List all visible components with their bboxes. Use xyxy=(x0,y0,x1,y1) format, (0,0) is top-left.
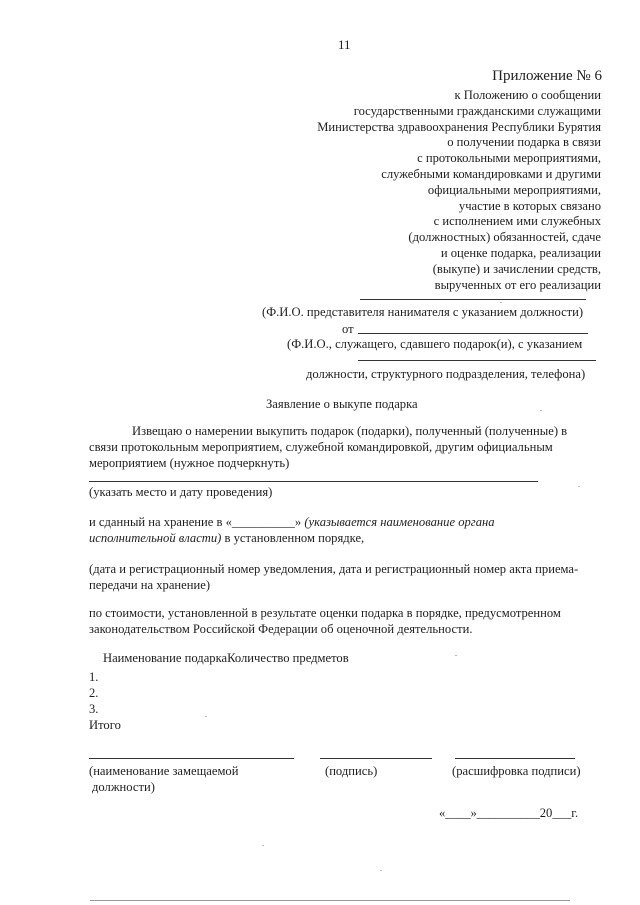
statement-para1-line3: мероприятием (нужное подчеркнуть) xyxy=(89,456,290,470)
gift-table-header xyxy=(103,651,349,666)
sign-label: (подпись) xyxy=(325,764,378,778)
storage-suffix: в установленном порядке, xyxy=(224,531,365,545)
decode-label: (расшифровка подписи) xyxy=(452,764,581,778)
gift-header-qty: Количество предметов xyxy=(227,651,349,665)
position-label-1: (наименование замещаемой xyxy=(89,764,239,778)
storage-close: » xyxy=(294,515,302,529)
storage-hint-1: (указывается наименование органа xyxy=(304,515,495,529)
page-number: 11 xyxy=(338,37,351,52)
appendix-line: и оценке подарка, реализации xyxy=(440,245,601,260)
appendix-line: к Положению о сообщении xyxy=(454,88,601,102)
appendix-line: с протокольными мероприятиями, xyxy=(417,151,601,166)
appendix-line: о получении подарка в связи xyxy=(447,135,601,150)
decode-sign-line xyxy=(455,758,575,759)
employer-rep-field-line xyxy=(360,299,586,300)
storage-hint-2: исполнительной власти) xyxy=(89,531,222,545)
employer-rep-label: (Ф.И.О. представителя нанимателя с указанием должности) xyxy=(262,305,584,319)
appendix-line: с исполнением ими служебных xyxy=(433,214,601,229)
storage-line-2 xyxy=(89,531,364,546)
appendix-line: вырученных от его реализации xyxy=(434,277,601,292)
signature-line xyxy=(320,758,432,759)
position-sign-line xyxy=(89,758,294,759)
employee-position-field-line xyxy=(358,360,596,361)
appendix-line: государственными гражданскими служащими xyxy=(353,103,601,118)
statement-title: Заявление о выкупе подарка xyxy=(266,397,418,411)
page-bottom-edge xyxy=(90,900,570,901)
registration-line2: передачи на хранение) xyxy=(89,578,211,592)
position-label-2: должности) xyxy=(92,780,155,794)
statement-para1-line2: связи протокольным мероприятием, служебной командировкой, другим официальным xyxy=(89,440,553,454)
gift-total: Итого xyxy=(89,718,121,732)
event-field-line xyxy=(89,481,538,482)
valuation-line2: законодательством Российской Федерации об оценочной деятельности. xyxy=(89,622,473,636)
valuation-line1: по стоимости, установленной в результате оценки подарка в порядке, предусмотренном xyxy=(89,606,561,620)
statement-para1-line1: Извещаю о намерении выкупить подарок (подарки), полученный (полученные) в xyxy=(132,424,568,438)
appendix-lines xyxy=(317,88,601,293)
gift-row: 2. xyxy=(89,686,99,700)
appendix-line: (выкупе) и зачислении средств, xyxy=(432,261,601,276)
employee-name-field-line xyxy=(358,333,588,334)
place-date-label: (указать место и дату проведения) xyxy=(89,485,273,499)
appendix-line: (должностных) обязанностей, сдаче xyxy=(408,230,601,245)
appendix-line: участие в которых связано xyxy=(458,198,601,213)
appendix-title: Приложение № 6 xyxy=(492,68,602,84)
employee-label: (Ф.И.О., служащего, сдавшего подарок(и), с указанием xyxy=(287,337,583,351)
appendix-line: Министерства здравоохранения Республики Бурятия xyxy=(317,119,601,134)
storage-line xyxy=(89,515,495,530)
appendix-line: служебными командировками и другими xyxy=(381,166,601,181)
signature-date: «____»__________20___г. xyxy=(439,806,579,820)
storage-prefix: и сданный на хранение в « xyxy=(89,515,232,529)
gift-row: 1. xyxy=(89,670,99,684)
storage-blank: __________ xyxy=(231,515,295,529)
registration-line1: (дата и регистрационный номер уведомления, дата и регистрационный номер акта приема- xyxy=(89,562,579,576)
appendix-line: официальными мероприятиями, xyxy=(427,182,601,197)
from-label: от xyxy=(342,322,354,336)
position-label: должности, структурного подразделения, телефона) xyxy=(306,367,586,381)
gift-row: 3. xyxy=(89,702,99,716)
gift-header-name: Наименование подарка xyxy=(103,651,228,665)
